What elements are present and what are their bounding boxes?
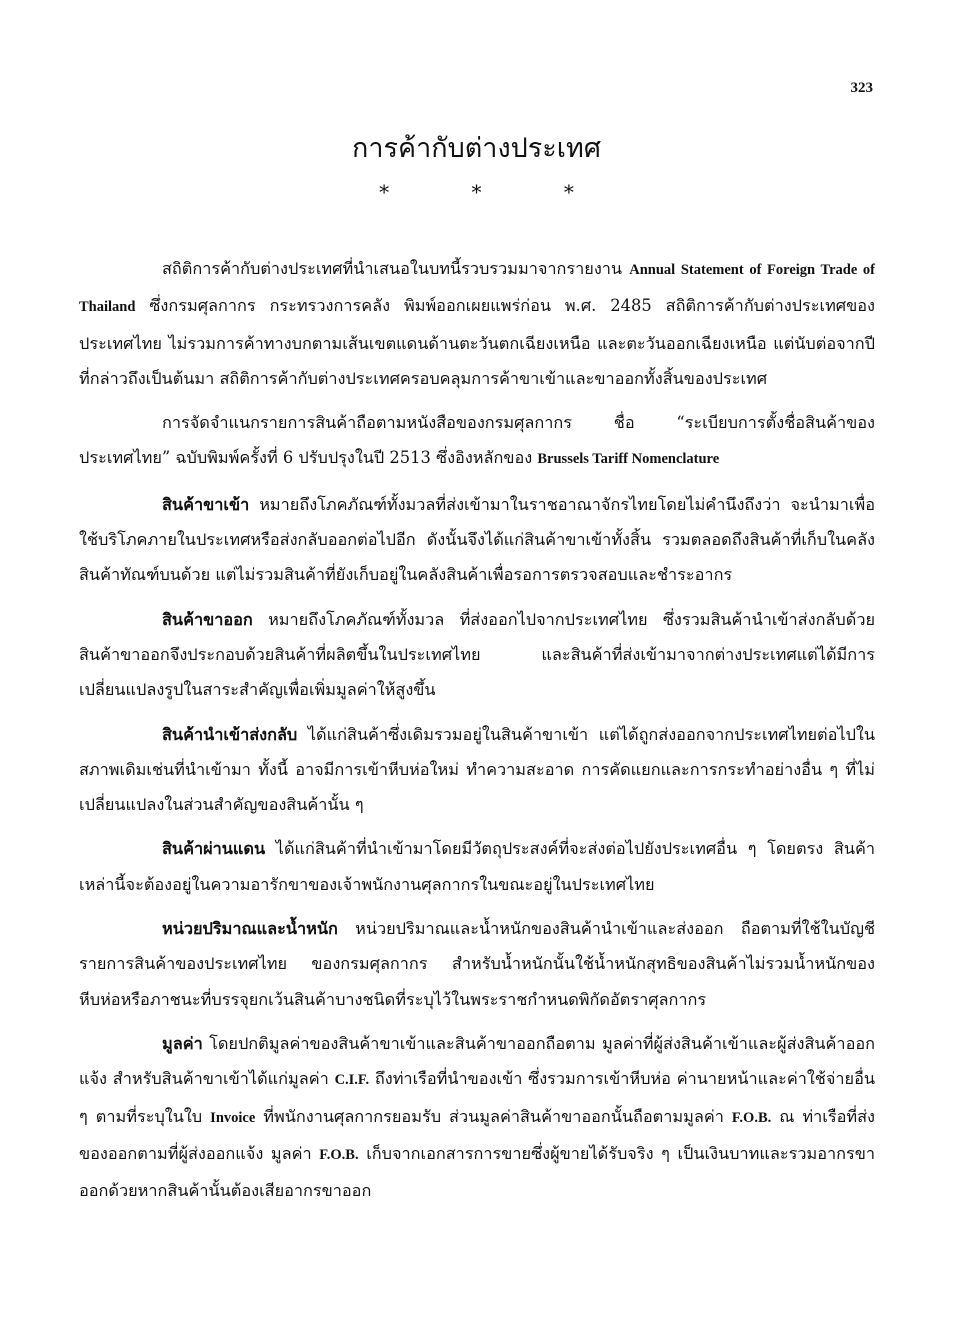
paragraph (79, 487, 875, 593)
paragraph (79, 1026, 875, 1208)
latin-term: C.I.F. (334, 1072, 370, 1089)
paragraph-text: เก็บจากเอกสารการขายซึ่งผู้ขายได้รับจริง ๆ เป็นเงินบาทและรวมอากรขาออกด้วยหากสินค้านั้นต้องเสียอากรขาออก (79, 1143, 876, 1201)
paragraph-text: การจัดจำแนกรายการสินค้าถือตามหนังสือของกรมศุลกากร ชื่อ “ระเบียบการตั้งชื่อสินค้าของประเทศไทย” ฉบับพิมพ์ครั้งที่ 6 ปรับปรุงในปี 2513 ซึ่งอิงหลักของ (79, 413, 875, 468)
paragraph-text: ณ ท่าเรือที่ส่งของออกตามที่ผู้ส่งออกแจ้ง มูลค่า (79, 1106, 875, 1163)
page-number: 323 (850, 80, 873, 96)
paragraph-text: หมายถึงโภคภัณฑ์ทั้งมวลที่ส่งเข้ามาในราชอาณาจักรไทยโดยไม่คำนึงถึงว่า จะนำมาเพื่อใช้บริโภคภายในประเทศหรือส่งกลับออกต่อไปอีก ดังนั้นจึงได้แก่สินค้าขาเข้าทั้งสิ้น รวมตลอดถึงสินค้าที่เก็บในคลังสินค้าทัณฑ์บนด้วย แต่ไม่รวมสินค้าที่ยังเก็บอยู่ในคลังสินค้าเพื่อรอการตรวจสอบและชำระอากร (79, 494, 875, 585)
paragraph-text: ที่พนักงานศุลกากรยอมรับ ส่วนมูลค่าสินค้าขาออกนั้นถือตามมูลค่า (255, 1106, 732, 1126)
paragraph (79, 251, 875, 396)
latin-term: F.O.B. (731, 1109, 772, 1126)
defined-term: สินค้านำเข้าส่งกลับ (162, 724, 298, 744)
paragraph-text: โดยปกติมูลค่าของสินค้าขาเข้าและสินค้าขาออกถือตาม มูลค่าที่ผู้ส่งสินค้าเข้าและผู้ส่งสินค้าออกแจ้ง สำหรับสินค้าขาเข้าได้แก่มูลค่า (79, 1033, 875, 1089)
paragraph-text: ได้แก่สินค้าที่นำเข้ามาโดยมีวัตถุประสงค์ที่จะส่งต่อไปยังประเทศอื่น ๆ โดยตรง สินค้าเหล่านี้จะต้องอยู่ในความอารักขาของเจ้าพนักงานศุลกากรในขณะอยู่ในประเทศไทย (79, 839, 875, 894)
paragraph-text: สถิติการค้ากับต่างประเทศที่นำเสนอในบทนี้รวบรวมมาจากรายงาน (162, 259, 630, 278)
latin-term: F.O.B. (319, 1146, 359, 1163)
paragraph-text: ถึงท่าเรือที่นำของเข้า ซึ่งรวมการเข้าหีบห่อ ค่านายหน้าและค่าใช้จ่ายอื่น ๆ ตามที่ระบุในใบ (79, 1069, 875, 1126)
defined-term: สินค้าขาเข้า (162, 494, 250, 514)
defined-term: สินค้าผ่านแดน (162, 839, 266, 859)
paragraph (79, 602, 875, 708)
paragraph (79, 405, 875, 478)
defined-term: หน่วยปริมาณและน้ำหนัก (162, 919, 338, 939)
latin-term: Invoice (210, 1109, 256, 1126)
paragraph (79, 911, 875, 1017)
paragraph (79, 831, 875, 902)
section-separator: * * * (379, 180, 612, 204)
latin-term: Annual Statement of Foreign Trade of Thailand (79, 262, 876, 316)
defined-term: มูลค่า (162, 1033, 203, 1053)
body-text (79, 251, 875, 1217)
defined-term: สินค้าขาออก (162, 609, 253, 629)
paragraph-text: ได้แก่สินค้าซึ่งเดิมรวมอยู่ในสินค้าขาเข้า แต่ได้ถูกส่งออกจากประเทศไทยต่อไปในสภาพเดิมเช่นที่นำเข้ามา ทั้งนี้ อาจมีการเข้าหีบห่อใหม่ ทำความสะอาด การคัดแยกและการกระทำอย่างอื่น ๆ ที่ไม่เปลี่ยนแปลงในส่วนสำคัญของสินค้านั้น ๆ (79, 724, 875, 815)
paragraph-text: หน่วยปริมาณและน้ำหนักของสินค้านำเข้าและส่งออก ถือตามที่ใช้ในบัญชีรายการสินค้าของประเทศไทย ของกรมศุลกากร สำหรับน้ำหนักนั้นใช้น้ำหนักสุทธิของสินค้าไม่รวมน้ำหนักของหีบห่อหรือภาชนะที่บรรจุยกเว้นสินค้าบางชนิดที่ระบุไว้ในพระราชกำหนดพิกัดอัตราศุลกากร (79, 919, 875, 1009)
page-title: การค้ากับต่างประเทศ (352, 133, 601, 164)
paragraph (79, 717, 875, 823)
latin-term: Brussels Tariff Nomenclature (537, 451, 720, 468)
paragraph-text: หมายถึงโภคภัณฑ์ทั้งมวล ที่ส่งออกไปจากประเทศไทย ซึ่งรวมสินค้านำเข้าส่งกลับด้วย สินค้าขาออกจึงประกอบด้วยสินค้าที่ผลิตขึ้นในประเทศไทย และสินค้าที่ส่งเข้ามาจากต่างประเทศแต่ได้มีการเปลี่ยนแปลงรูปในสาระสำคัญเพื่อเพิ่มมูลค่าให้สูงขึ้น (79, 609, 875, 700)
paragraph-text: ซึ่งกรมศุลกากร กระทรวงการคลัง พิมพ์ออกเผยแพร่ก่อน พ.ศ. 2485 สถิติการค้ากับต่างประเทศของประเทศไทย ไม่รวมการค้าทางบกตามเส้นเขตแดนด้านตะวันตกเฉียงเหนือ และตะวันออกเฉียงเหนือ แต่นับต่อจากปีที่กล่าวถึงเป็นต้นมา สถิติการค้ากับต่างประเทศครอบคลุมการค้าขาเข้าและขาออกทั้งสิ้นของประเทศ (79, 296, 875, 388)
